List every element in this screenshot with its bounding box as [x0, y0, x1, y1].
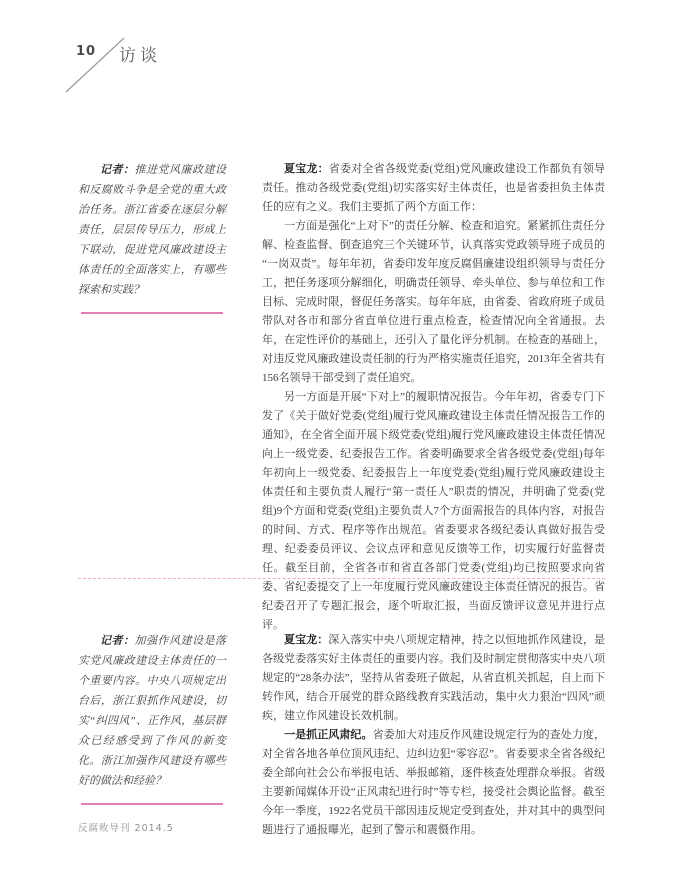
answer-lead: 一是抓正风肃纪。 — [284, 729, 373, 741]
answer-lead: 夏宝龙： — [284, 163, 329, 175]
answer-body: 省委加大对违反作风建设规定行为的查处力度，对全省各地各单位顶风违纪、边纠边犯“零容忍”。省委要求全省各级纪委全部向社会公布举报电话、举报邮箱，逐件核查处理群众举报。省级主要新闻媒体开设“正风肃纪进行时”等专栏，接受社会舆论监督。截至今年一季度，1922名党员干部因违反规定受到查处，并对其中的典型问题进行了通报曝光，起到了警示和震慑作用。 — [262, 729, 606, 836]
page-number: 10 — [76, 44, 97, 59]
answer-paragraph — [262, 631, 605, 726]
qa-section-1 — [78, 160, 605, 635]
answer-column — [262, 160, 605, 635]
answer-paragraph — [262, 726, 605, 840]
question-body: 推进党风廉政建设和反腐败斗争是全党的重大政治任务。浙江省委在逐层分解责任，层层传导压力，形成上下联动，促进党风廉政建设主体责任的全面落实上，有哪些探索和实践？ — [78, 164, 226, 296]
question-underline — [81, 803, 223, 805]
question-column — [78, 160, 226, 314]
question-text — [78, 160, 226, 300]
answer-column — [262, 631, 605, 840]
question-text — [78, 631, 226, 791]
section-title: 访谈 — [119, 46, 161, 66]
answer-body: 省委对全省各级党委(党组)党风廉政建设工作都负有领导责任。推动各级党委(党组)切实落实好主体责任，也是省委担负主体责任的应有之义。我们主要抓了两个方面工作： — [262, 163, 606, 213]
question-underline — [81, 312, 223, 314]
question-column — [78, 631, 226, 805]
question-label: 记者： — [100, 635, 135, 647]
question-label: 记者： — [100, 164, 135, 176]
section-divider — [78, 578, 605, 579]
qa-section-2 — [78, 631, 605, 840]
answer-paragraph — [262, 388, 605, 635]
answer-paragraph — [262, 217, 605, 388]
answer-body: 深入落实中央八项规定精神，持之以恒地抓作风建设，是各级党委落实好主体责任的重要内容。我们及时制定贯彻落实中央八项规定的“28条办法”，坚持从省委班子做起，从省直机关抓起，自上而下转作风，结合开展党的群众路线教育实践活动，集中火力狠治“四风”顽疾，建立作风建设长效机制。 — [262, 634, 606, 722]
page-header — [0, 0, 683, 110]
footer-text: 反腐败导刊 2014.5 — [78, 823, 174, 834]
answer-lead: 夏宝龙： — [284, 634, 329, 646]
answer-body: 一方面是强化“上对下”的责任分解、检查和追究。紧紧抓住责任分解、检查监督、倒查追究三个关键环节，认真落实党政领导班子成员的“一岗双责”。每年年初，省委印发年度反腐倡廉建设组织领导与责任分工，把任务逐项分解细化，明确责任领导、牵头单位、参与单位和工作目标、完成时限，督促任务落实。每年年底，由省委、省政府班子成员带队对各市和部分省直单位进行重点检查，检查情况向全省通报。去年，在定性评价的基础上，还引入了量化评分机制。在检查的基础上，对违反党风廉政建设责任制的行为严格实施责任追究，2013年全省共有156名领导干部受到了责任追究。 — [262, 220, 605, 384]
answer-body: 另一方面是开展“下对上”的履职情况报告。今年年初，省委专门下发了《关于做好党委(党组)履行党风廉政建设主体责任情况报告工作的通知》，在全省全面开展下级党委(党组)履行党风廉政建设主体责任情况向上一级党委、纪委报告工作。省委明确要求全省各级党委(党组)每年年初向上一级党委、纪委报告上一年度党委(党组)履行党风廉政建设主体责任和主要负责人履行“第一责任人”职责的情况，并明确了党委(党组)9个方面和党委(党组)主要负责人7个方面需报告的具体内容，对报告的时间、方式、程序等作出规范。省委要求各级纪委认真做好报告受理、纪委委员评议、会议点评和意见反馈等工作，切实履行好监督责任。截至目前，全省各市和省直各部门党委(党组)均已按照要求向省委、省纪委提交了上一年度履行党风廉政建设主体责任情况的报告。省纪委召开了专题汇报会，逐个听取汇报，当面反馈评议意见并进行点评。 — [262, 391, 605, 631]
answer-paragraph — [262, 160, 605, 217]
question-body: 加强作风建设是落实党风廉政建设主体责任的一个重要内容。中央八项规定出台后，浙江狠抓作风建设，切实“纠四风”、正作风，基层群众已经感受到了作风的新变化。浙江加强作风建设有哪些好的做法和经验？ — [78, 635, 226, 787]
